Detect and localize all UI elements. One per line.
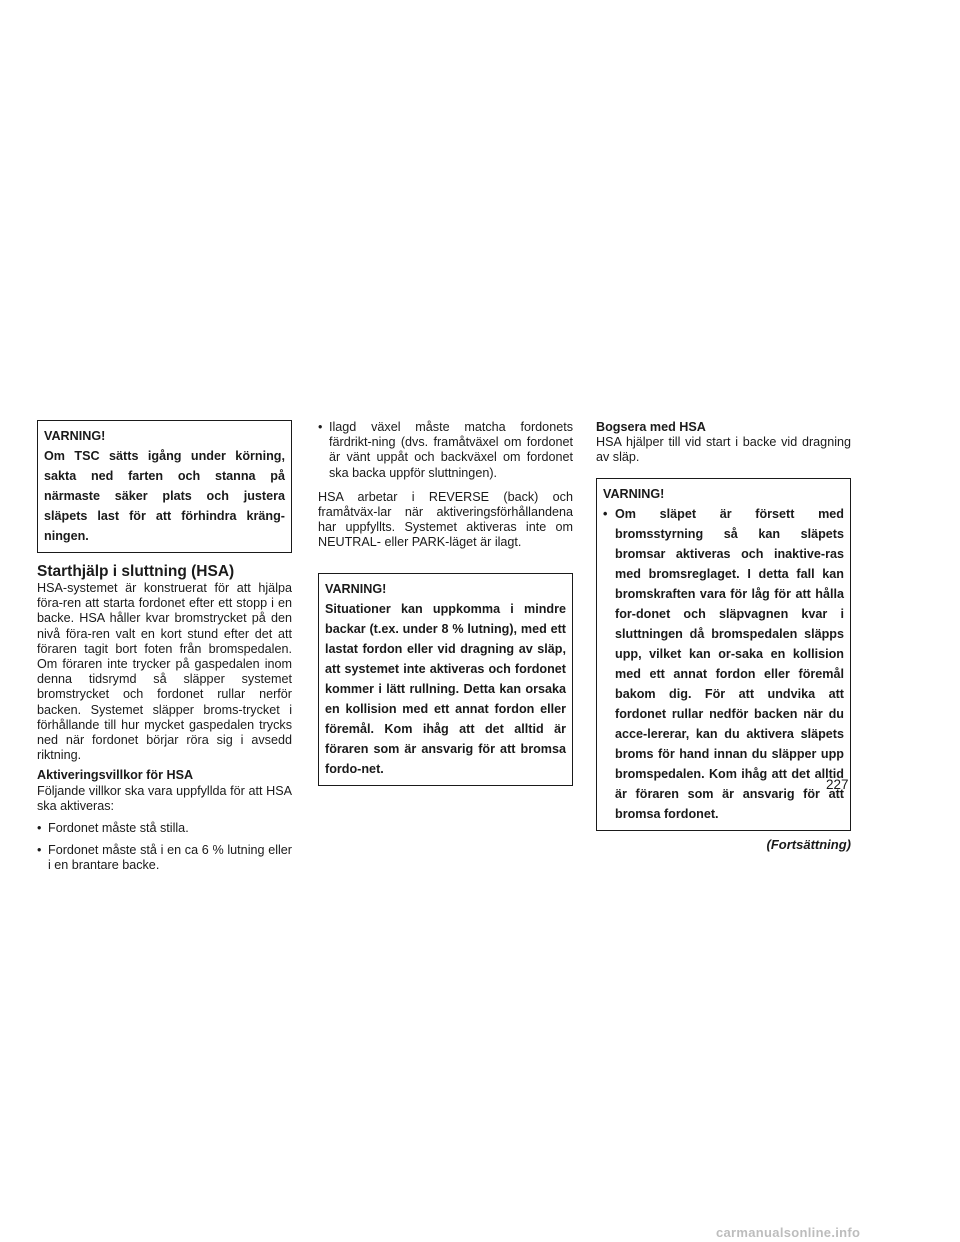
list-item-text: Fordonet måste stå i en ca 6 % lutning eller i en brantare backe. <box>48 843 292 873</box>
activation-intro-paragraph: Följande villkor ska vara uppfyllda för att HSA ska aktiveras: <box>37 783 292 813</box>
bullet-icon: • <box>318 420 323 434</box>
bullet-icon: • <box>37 821 42 836</box>
warning-text: Om TSC sätts igång under körning, sakta ned farten och stanna på närmaste säker plats och justera släpets last för att förhindra kräng-ningen. <box>44 449 285 543</box>
page-number: 227 <box>826 777 849 792</box>
column-right <box>596 420 851 852</box>
continued-label: (Fortsättning) <box>766 836 851 852</box>
list-item <box>37 821 292 836</box>
hsa-description-paragraph: HSA-systemet är konstruerat för att hjälpa föra-ren att starta fordonet efter ett stopp i en backe. HSA håller kvar bromstrycket på den nivå föra-ren valt en kort stund efter det att föraren tagit bort foten från bromspedalen. Om föraren inte trycker på gaspedalen inom denna tidsrymd så släpper systemet bromstrycket och fordonet rullar nerför backen. Systemet släpper broms-trycket i förhållande till hur mycket gaspedalen trycks ned när fordonet börjar röra sig i avsedd riktning. <box>37 581 292 763</box>
warning-title: VARNING! <box>325 581 387 596</box>
warning-title: VARNING! <box>603 486 665 501</box>
list-item-text: Ilagd växel måste matcha fordonets färdrikt-ning (dvs. framåtväxel om fordonet är vänt uppåt och backväxel om fordonet ska backa uppför sluttningen). <box>329 420 573 480</box>
warning-box-tsc <box>37 420 292 553</box>
column-middle <box>318 420 573 786</box>
activation-conditions-heading: Aktiveringsvillkor för HSA <box>37 768 194 783</box>
towing-heading: Bogsera med HSA <box>596 420 706 434</box>
hsa-operation-paragraph: HSA arbetar i REVERSE (back) och framåtväx-lar när aktiveringsförhållandena har uppfyllts. Systemet aktiveras inte om NEUTRAL- eller PARK-läget är ilagt. <box>318 489 573 550</box>
warning-text: Om släpet är försett med bromsstyrning så kan släpets bromsar aktiveras och inaktive-ras med bromsreglaget. I detta fall kan bromskraften vara för låg för att hålla for-donet och släpvagnen kvar i sluttningen då bromspedalen släpps upp, vilket kan or-saka en kollision med ett annat fordon eller föremål bakom dig. För att undvika att fordonet rullar nedför backen när du acce-lererar, kan du aktivera släpets broms för hand innan du släpper upp bromspedalen. Kom ihåg att det alltid är föraren som är ansvarig för att bromsa fordonet. <box>615 506 844 821</box>
section-heading-hsa: Starthjälp i sluttning (HSA) <box>37 563 235 580</box>
list-item <box>37 843 292 873</box>
bullet-icon: • <box>603 506 608 521</box>
warning-box-small-slopes <box>318 573 573 786</box>
column-left <box>37 420 292 874</box>
warning-text: Situationer kan uppkomma i mindre backar (t.ex. under 8 % lutning), med ett lastat fordon eller vid dragning av släp, att systemet inte aktiveras och fordonet kommer i lätt rullning. Detta kan orsaka en kollision med ett annat fordon eller föremål. Kom ihåg att det alltid är föraren som är ansvarig för att bromsa fordo-net. <box>325 601 566 776</box>
bullet-icon: • <box>37 843 42 858</box>
list-item <box>603 504 844 824</box>
warning-title: VARNING! <box>44 429 106 443</box>
warning-box-trailer-brakes <box>596 478 851 831</box>
watermark: carmanualsonline.info <box>716 1225 861 1240</box>
list-item-text: Fordonet måste stå stilla. <box>48 821 189 836</box>
list-item <box>318 420 573 481</box>
towing-paragraph: HSA hjälper till vid start i backe vid dragning av släp. <box>596 435 851 465</box>
